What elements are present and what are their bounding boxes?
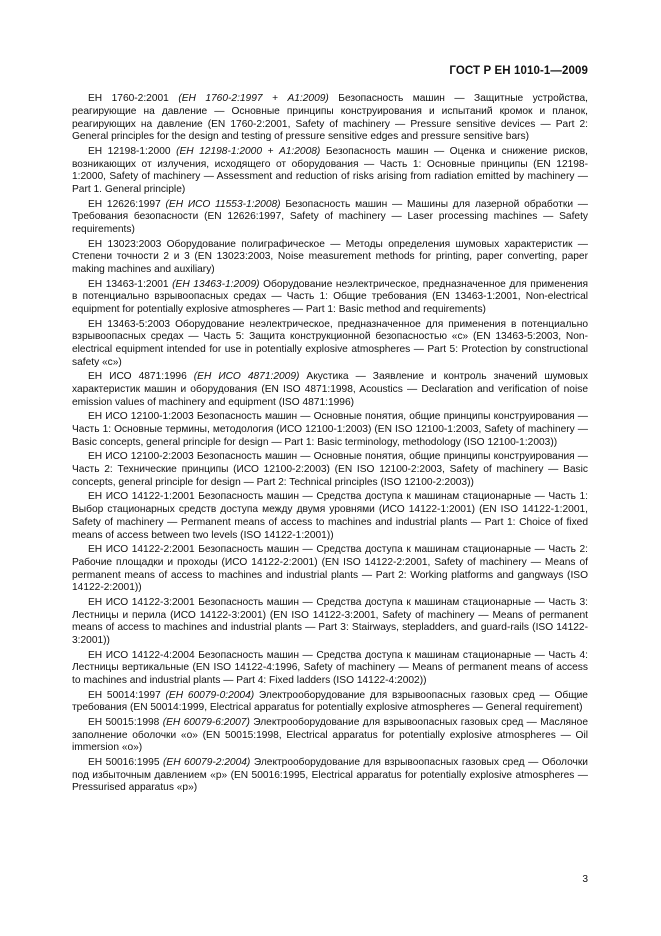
standard-amendment: (ЕН 60079-0:2004)	[165, 689, 255, 701]
standard-title: Электрооборудование для взрывоопасных газовых сред — Масляное заполнение оболочки «о» (EN 50015:1998, Electrical apparatus for potentially explosive atmospheres — Oil immersion «о»)	[72, 716, 588, 754]
reference-entry	[72, 319, 588, 370]
standard-title: Безопасность машин — Оценка и снижение рисков, возникающих от излучения, исходящего от оборудования — Часть 1: Основные принципы (EN 12198-1:2000, Safety of machinery — Assessment and reduction of risks arising from radiation emitted by machinery — Part 1. General principle)	[72, 145, 588, 196]
standard-code: ЕН 50015:1998	[88, 716, 160, 728]
standard-title: Безопасность машин — Основные понятия, общие принципы конструирования — Часть 1: Основные термины, методология (ИСО 12100-1:2003) (EN ISO 12100-1:2003, Safety of machinery — Basic concepts, general principle for design — Part 1: Basic terminology, methodology (ISO 12100-1:2003))	[72, 411, 588, 448]
reference-entry	[72, 650, 588, 688]
standard-title: Оборудование неэлектрическое, предназначенное для применения в потенциально взрывоопасных средах — Часть 5: Защита конструкционной безопасностью «с» (EN 13463-5:2003, Non-electrical equipment intended for use in potentially explosive atmospheres — Part 5: Protection by constructional safety «с»)	[72, 318, 588, 368]
reference-entry	[72, 146, 588, 197]
standard-code: ЕН ИСО 12100-1:2003	[88, 411, 194, 423]
reference-entry	[72, 411, 588, 449]
standard-amendment: (ЕН 60079-6:2007)	[162, 716, 250, 728]
standard-title: Безопасность машин — Средства доступа к машинам стационарные — Часть 4: Лестницы вертикальные (EN ISO 14122-4:1996, Safety of machinery — Means of permanent means of access to machines and industrial plants — Part 4: Fixed ladders (ISO 14122-4:2002))	[72, 649, 588, 687]
standard-title: Оборудование неэлектрическое, предназначенное для применения в потенциально взрывоопасных средах — Часть 1: Общие требования (EN 13463-1:2001, Non-electrical equipment for potentially explosive atmospheres — Part 1: Basic method and requirements)	[72, 278, 588, 316]
reference-entry	[72, 239, 588, 277]
reference-entry	[72, 279, 588, 317]
standard-title: Акустика — Заявление и контроль значений шумовых характеристик машин и оборудования (EN ISO 4871:1998, Acoustics — Declaration and verification of noise emission values of machinery and equipment (ISO 4871:1996)	[72, 371, 588, 408]
reference-entry	[72, 544, 588, 595]
standard-title: Безопасность машин — Защитные устройства, реагирующие на давление — Основные принципы конструирования и испытаний кромок и планок, реагирующих на давление (EN 1760-2:2001, Safety of machinery — Pressure sensitive devices — Part 2: General principles for the design and testing of pressure sensitive edges and pressure sensitive bars)	[72, 93, 588, 143]
standard-amendment: (ЕН 13463-1:2009)	[172, 278, 260, 290]
reference-entry	[72, 717, 588, 755]
standard-code: ЕН ИСО 12100-2:2003	[88, 451, 194, 463]
standard-title: Безопасность машин — Средства доступа к машинам стационарные — Часть 3: Лестницы и перила (ИСО 14122-3:2001) (EN ISO 14122-3:2001, Safety of machinery — Means of permanent means of access to machines and industrial plants — Part 3: Stairways, stepladders, and guard-rails (ISO 14122-3:2001))	[72, 596, 588, 647]
standard-title: Безопасность машин — Основные понятия, общие принципы конструирования — Часть 2: Технические принципы (ИСО 12100-2:2003) (EN ISO 12100-2:2003, Safety of machinery — Basic concepts, general principle for design — Part 2: Technical principles (ISO 12100-2:2003))	[72, 451, 588, 488]
standard-code: ЕН 12626:1997	[88, 198, 161, 210]
reference-entry	[72, 690, 588, 716]
reference-entry	[72, 451, 588, 489]
standard-title: Безопасность машин — Средства доступа к машинам стационарные — Часть 2: Рабочие площадки и проходы (ИСО 14122-2:2001) (EN ISO 14122-2:2001, Safety of machinery — Means of permanent means of access to machines and industrial plants — Part 2: Working platforms and gangways (ISO 14122-2:2001))	[72, 544, 588, 594]
standard-code: ЕН ИСО 14122-3:2001	[88, 596, 195, 608]
reference-entry	[72, 757, 588, 795]
standard-code: ЕН ИСО 14122-1:2001	[88, 491, 195, 503]
standard-code: ЕН 13463-5:2003	[88, 318, 171, 330]
reference-entry	[72, 597, 588, 648]
standard-code: ЕН 12198-1:2000	[88, 145, 171, 157]
references-list	[72, 93, 588, 797]
standard-title: Оборудование полиграфическое — Методы определения шумовых характеристик — Степени точности 2 и 3 (EN 13023:2003, Noise measurement methods for printing, paper converting, paper making machines and auxiliary)	[72, 238, 588, 276]
standard-amendment: (ЕН ИСО 4871:2009)	[193, 371, 300, 383]
standard-code: ЕН ИСО 4871:1996	[88, 371, 187, 383]
standard-amendment: (ЕН ИСО 11553-1:2008)	[165, 198, 281, 210]
standard-title: Электрооборудование для взрывоопасных газовых сред — Оболочки под избыточным давлением «р» (EN 50016:1995, Electrical apparatus for potentially explosive atmospheres — Pressurised apparatus «р»)	[72, 756, 588, 794]
standard-title: Безопасность машин — Машины для лазерной обработки — Требования безопасности (EN 12626:1997, Safety of machinery — Laser processing machines — Safety requirements)	[72, 198, 588, 236]
standard-title: Электрооборудование для взрывоопасных газовых сред — Общие требования (EN 50014:1999, Electrical apparatus for potentially explosive atmospheres — General requirement)	[72, 689, 588, 714]
standard-title: Безопасность машин — Средства доступа к машинам стационарные — Часть 1: Выбор стационарных средств доступа между двумя уровнями (ИСО 14122-1:2001) (EN ISO 14122-1:2001, Safety of machinery — Permanent means of access to machines and industrial plants — Part 1: Choice of fixed means of access between two levels (ISO 14122-1:2001))	[72, 491, 588, 541]
standard-amendment: (ЕН 1760-2:1997 + А1:2009)	[178, 93, 329, 104]
reference-entry	[72, 199, 588, 237]
standard-code: ЕН 50014:1997	[88, 689, 161, 701]
reference-entry	[72, 371, 588, 409]
standard-code: ЕН 1760-2:2001	[88, 93, 169, 104]
standard-code: ЕН 13023:2003	[88, 238, 162, 250]
page-number: 3	[582, 874, 588, 885]
reference-entry	[72, 491, 588, 542]
reference-entry	[72, 93, 588, 144]
standard-code: ЕН ИСО 14122-4:2004	[88, 649, 195, 661]
standard-amendment: (ЕН 12198-1:2000 + А1:2008)	[176, 145, 321, 157]
document-code-header: ГОСТ Р ЕН 1010-1—2009	[449, 65, 588, 77]
standard-code: ЕН 50016:1995	[88, 756, 160, 768]
standard-code: ЕН 13463-1:2001	[88, 278, 169, 290]
standard-amendment: (ЕН 60079-2:2004)	[163, 756, 251, 768]
standard-code: ЕН ИСО 14122-2:2001	[88, 544, 195, 556]
